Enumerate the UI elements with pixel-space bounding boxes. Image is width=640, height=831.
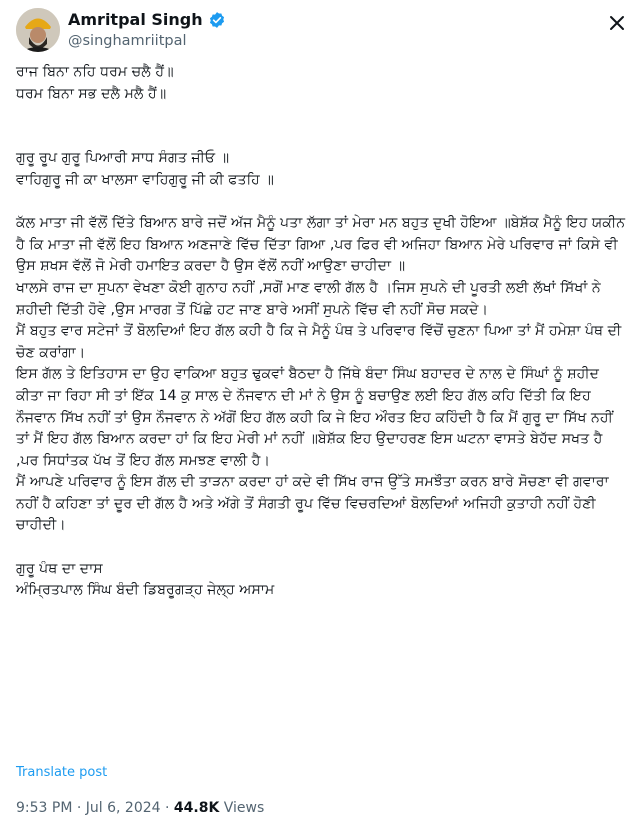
tweet-text [16,62,628,602]
translate-post-link[interactable]: Translate post [16,765,108,780]
views-label: Views [223,800,265,816]
meta-separator: · [72,800,86,816]
statement-paragraph: ਖਾਲਸੇ ਰਾਜ ਦਾ ਸੁਪਨਾ ਵੇਖਣਾ ਕੋਈ ਗੁਨਾਹ ਨਹੀਂ ,ਸਗੋਂ ਮਾਣ ਵਾਲੀ ਗੱਲ ਹੈ ।ਜਿਸ ਸੁਪਨੇ ਦੀ ਪੂਰਤੀ ਲਈ ਲੱਖਾਂ ਸਿੱਖਾਂ ਨੇ ਸ਼ਹੀਦੀ ਦਿੱਤੀ ਹੋਵੇ ,ਉਸ ਮਾਰਗ ਤੋਂ ਪਿੱਛੇ ਹਟ ਜਾਣ ਬਾਰੇ ਅਸੀਂ ਸੁਪਨੇ ਵਿੱਚ ਵੀ ਨਹੀਂ ਸੋਚ ਸਕਦੇ। [16,279,601,318]
statement-paragraph: ਮੈਂ ਆਪਣੇ ਪਰਿਵਾਰ ਨੂੰ ਇਸ ਗੱਲ ਦੀ ਤਾੜਨਾ ਕਰਦਾ ਹਾਂ ਕਦੇ ਵੀ ਸਿੱਖ ਰਾਜ ਉੱਤੇ ਸਮਝੌਤਾ ਕਰਨ ਬਾਰੇ ਸੋਚਣਾ ਵੀ ਗਵਾਰਾ ਨਹੀਂ ਹੈ ਕਹਿਣਾ ਤਾਂ ਦੂਰ ਦੀ ਗੱਲ ਹੈ ਅਤੇ ਅੱਗੇ ਤੋਂ ਸੰਗਤੀ ਰੂਪ ਵਿੱਚ ਵਿਚਰਦਿਆਂ ਬੋਲਦਿਆਂ ਅਜਿਹੀ ਕੁਤਾਹੀ ਨਹੀਂ ਹੋਣੀ ਚਾਹੀਦੀ। [16,474,609,534]
greeting-line: ਵਾਹਿਗੁਰੂ ਜੀ ਕਾ ਖਾਲਸਾ ਵਾਹਿਗੁਰੂ ਜੀ ਕੀ ਫਤਹਿ ॥ [16,171,274,188]
post-date[interactable]: Jul 6, 2024 [85,800,161,816]
statement-paragraph: ਇਸ ਗੱਲ ਤੇ ਇਤਿਹਾਸ ਦਾ ਉਹ ਵਾਕਿਆ ਬਹੁਤ ਢੁਕਵਾਂ ਬੈਠਦਾ ਹੈ ਜਿੱਥੇ ਬੰਦਾ ਸਿੰਘ ਬਹਾਦਰ ਦੇ ਨਾਲ ਦੇ ਸਿੰਘਾਂ ਨੂੰ ਸ਼ਹੀਦ ਕੀਤਾ ਜਾ ਰਿਹਾ ਸੀ ਤਾਂ ਇੱਕ 14 ਕੁ ਸਾਲ ਦੇ ਨੌਜਵਾਨ ਦੀ ਮਾਂ ਨੇ ਉਸ ਨੂੰ ਬਚਾਉਣ ਲਈ ਇਹ ਗੱਲ ਕਹਿ ਦਿੱਤੀ ਕਿ ਇਹ ਨੌਜਵਾਨ ਸਿੱਖ ਨਹੀਂ ਤਾਂ ਉਸ ਨੌਜਵਾਨ ਨੇ ਅੱਗੋਂ ਇਹ ਗੱਲ ਕਹੀ ਕਿ ਜੇ ਇਹ ਔਰਤ ਇਹ ਕਹਿੰਦੀ ਹੈ ਕਿ ਮੈਂ ਗੁਰੂ ਦਾ ਸਿੱਖ ਨਹੀਂ ਤਾਂ ਮੈਂ ਇਹ ਗੱਲ ਬਿਆਨ ਕਰਦਾ ਹਾਂ ਕਿ ਇਹ ਮੇਰੀ ਮਾਂ ਨਹੀਂ ॥ਬੇਸ਼ੱਕ ਇਹ ਉਦਾਹਰਣ ਇਸ ਘਟਨਾ ਵਾਸਤੇ ਬੇਹੱਦ ਸਖਤ ਹੈ ,ਪਰ ਸਿਧਾਂਤਕ ਪੱਖ ਤੋਂ ਇਹ ਗੱਲ ਸਮਝਣ ਵਾਲੀ ਹੈ। [16,366,613,469]
close-icon[interactable] [608,14,626,32]
verified-badge-icon [208,11,226,29]
verse-line: ਧਰਮ ਬਿਨਾ ਸਭ ਦਲੈ ਮਲੈ ਹੈਂ॥ [16,85,167,102]
views-count: 44.8K [173,800,220,816]
post-time[interactable]: 9:53 PM [16,800,73,816]
verse-line: ਰਾਜ ਬਿਨਾ ਨਹਿ ਧਰਮ ਚਲੈ ਹੈਂ॥ [16,64,174,80]
author-name-row [68,10,226,29]
statement-paragraph: ਮੈਂ ਬਹੁਤ ਵਾਰ ਸਟੇਜਾਂ ਤੋਂ ਬੋਲਦਿਆਂ ਇਹ ਗੱਲ ਕਹੀ ਹੈ ਕਿ ਜੇ ਮੈਨੂੰ ਪੰਥ ਤੇ ਪਰਿਵਾਰ ਵਿੱਚੋਂ ਚੁਣਨਾ ਪਿਆ ਤਾਂ ਮੈਂ ਹਮੇਸ਼ਾ ਪੰਥ ਦੀ ਚੋਣ ਕਰਾਂਗਾ। [16,323,622,361]
statement-paragraph: ਕੱਲ ਮਾਤਾ ਜੀ ਵੱਲੋਂ ਦਿੱਤੇ ਬਿਆਨ ਬਾਰੇ ਜਦੋਂ ਅੱਜ ਮੈਨੂੰ ਪਤਾ ਲੱਗਾ ਤਾਂ ਮੇਰਾ ਮਨ ਬਹੁਤ ਦੁਖੀ ਹੋਇਆ ॥ਬੇਸ਼ੱਕ ਮੈਨੂੰ ਇਹ ਯਕੀਨ ਹੈ ਕਿ ਮਾਤਾ ਜੀ ਵੱਲੋਂ ਇਹ ਬਿਆਨ ਅਣਜਾਣੇ ਵਿੱਚ ਦਿੱਤਾ ਗਿਆ ,ਪਰ ਫਿਰ ਵੀ ਅਜਿਹਾ ਬਿਆਨ ਮੇਰੇ ਪਰਿਵਾਰ ਜਾਂ ਕਿਸੇ ਵੀ ਉਸ ਸ਼ਖਸ ਵੱਲੋਂ ਜੋ ਮੇਰੀ ਹਮਾਇਤ ਕਰਦਾ ਹੈ ਉਸ ਵੱਲੋਂ ਨਹੀਂ ਆਉਣਾ ਚਾਹੀਦਾ ॥ [16,215,626,275]
signature-line: ਗੁਰੂ ਪੰਥ ਦਾ ਦਾਸ [16,560,103,577]
avatar[interactable] [16,8,60,52]
display-name[interactable]: Amritpal Singh [68,10,203,29]
meta-separator: · [160,800,174,816]
post-metadata [16,800,264,816]
user-handle[interactable]: @singhamriitpal [68,33,187,49]
greeting-line: ਗੁਰੂ ਰੂਪ ਗੁਰੂ ਪਿਆਰੀ ਸਾਧ ਸੰਗਤ ਜੀਓ ॥ [16,150,230,167]
signature-line: ਅੰਮ੍ਰਿਤਪਾਲ ਸਿੰਘ ਬੰਦੀ ਡਿਬਰੂਗੜ੍ਹ ਜੇਲ੍ਹ ਅਸਾਮ [16,582,275,599]
